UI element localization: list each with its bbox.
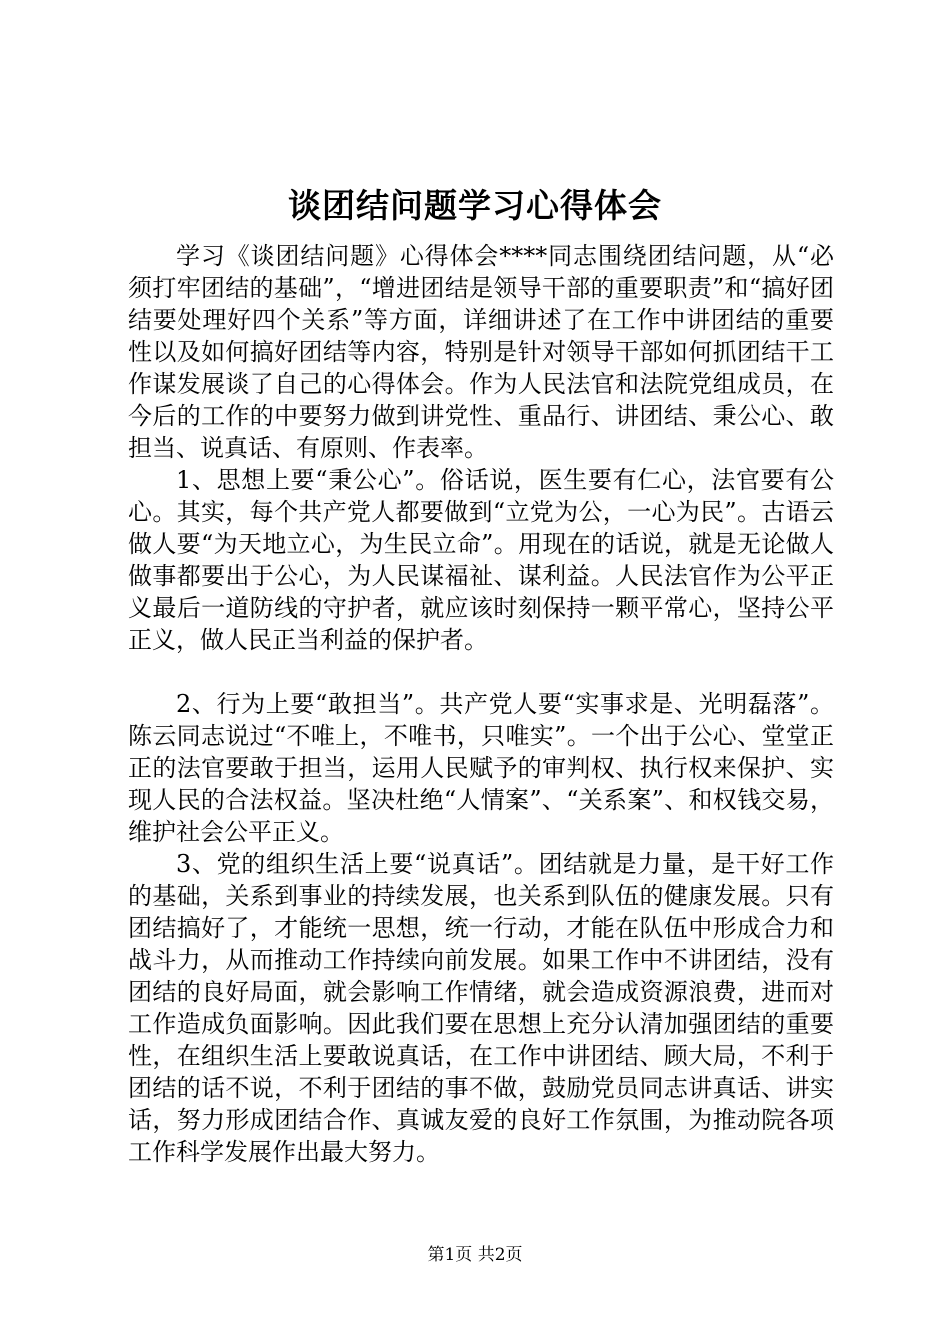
document-body bbox=[128, 240, 834, 1168]
page-title: 谈团结问题学习心得体会 bbox=[288, 186, 662, 225]
paragraph-point-1: 1、思想上要“秉公心”。俗话说，医生要有仁心，法官要有公心。其实，每个共产党人都要做到“立党为公，一心为民”。古语云做人要“为天地立心，为生民立命”。用现在的话说，就是无论做人做事都要出于公心，为人民谋福祉、谋利益。人民法官作为公平正义最后一道防线的守护者，就应该时刻保持一颗平常心，坚持公平正义，做人民正当利益的保护者。 bbox=[128, 466, 834, 654]
paragraph-point-2: 2、行为上要“敢担当”。共产党人要“实事求是、光明磊落”。陈云同志说过“不唯上，不唯书，只唯实”。一个出于公心、堂堂正正的法官要敢于担当，运用人民赋予的审判权、执行权来保护、实现人民的合法权益。坚决杜绝“人情案”、“关系案”、和权钱交易，维护社会公平正义。 bbox=[128, 690, 834, 846]
paragraph-point-3: 3、党的组织生活上要“说真话”。团结就是力量，是干好工作的基础，关系到事业的持续发展，也关系到队伍的健康发展。只有团结搞好了，才能统一思想，统一行动，才能在队伍中形成合力和战斗力，从而推动工作持续向前发展。如果工作中不讲团结，没有团结的良好局面，就会影响工作情绪，就会造成资源浪费，进而对工作造成负面影响。因此我们要在思想上充分认清加强团结的重要性，在组织生活上要敢说真话，在工作中讲团结、顾大局，不利于团结的话不说，不利于团结的事不做，鼓励党员同志讲真话、讲实话，努力形成团结合作、真诚友爱的良好工作氛围，为推动院各项工作科学发展作出最大努力。 bbox=[128, 850, 834, 1166]
paragraph-spacer bbox=[128, 656, 834, 688]
paragraph-intro: 学习《谈团结问题》心得体会****同志围绕团结问题，从“必须打牢团结的基础”，“增进团结是领导干部的重要职责”和“搞好团结要处理好四个关系”等方面，详细讲述了在工作中讲团结的重要性以及如何搞好团结等内容，特别是针对领导干部如何抓团结干工作谋发展谈了自己的心得体会。作为人民法官和法院党组成员，在今后的工作的中要努力做到讲党性、重品行、讲团结、秉公心、敢担当、说真话、有原则、作表率。 bbox=[128, 242, 834, 462]
page-footer: 第1页 共2页 bbox=[427, 1245, 523, 1265]
